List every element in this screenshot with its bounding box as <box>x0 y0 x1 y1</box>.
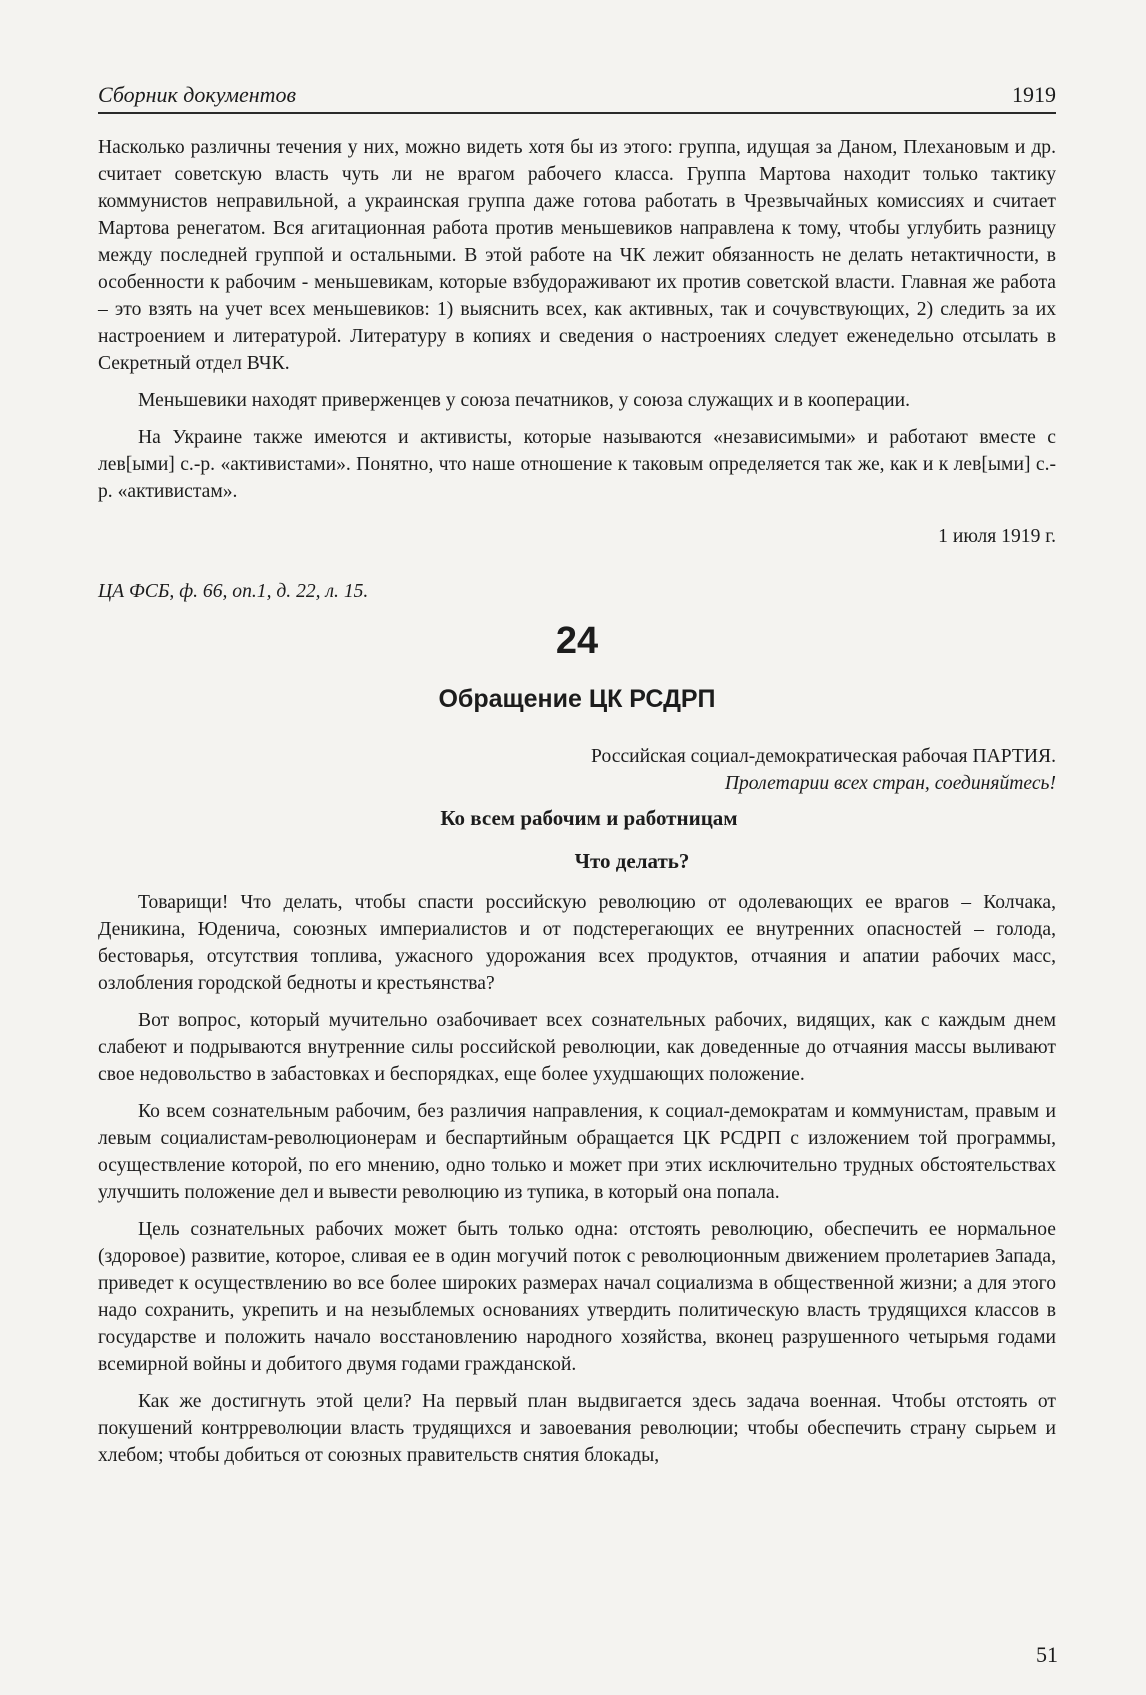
appeal-paragraph: Цель сознательных рабочих может быть только одна: отстоять революцию, обеспечить ее нормальное (здоровое) развитие, которое, сливая ее в один могучий поток с революционным движением пролетариев Запада, приведет к осуществлению во все более широких размерах начал социализма в общественной жизни; а для этого надо сохранить, укрепить и на незыблемых основаниях утвердить политическую власть трудящихся классов в государстве и положить начало восстановлению народного хозяйства, вконец разрушенного четырьмя годами всемирной войны и добитого двумя годами гражданской. <box>98 1219 1056 1375</box>
continuation-paragraph: Меньшевики находят приверженцев у союза печатников, у союза служащих и в кооперации. <box>138 390 910 411</box>
document-date: 1 июля 1919 г. <box>938 526 1056 547</box>
appeal-subheading: Что делать? <box>574 849 690 873</box>
appeal-paragraph: Как же достигнуть этой цели? На первый план выдвигается здесь задача военная. Чтобы отстоять от покушений контрреволюции власть трудящихся и завоевания революции; чтобы обеспечить страну сырьем и хлебом; чтобы добиться от союзных правительств снятия блокады, <box>98 1391 1056 1466</box>
collection-title: Сборник документов <box>98 82 297 107</box>
continuation-paragraph: Насколько различны течения у них, можно видеть хотя бы из этого: группа, идущая за Даном, Плехановым и др. считает советскую власть чуть ли не врагом рабочего класса. Группа Мартова находит только тактику коммунистов неправильной, а украинская группа даже готова работать в Чрезвычайных комиссиях и считает Мартова ренегатом. Вся агитационная работа против меньшевиков направлена к тому, чтобы углубить разницу между последней группой и остальными. В этой работе на ЧК лежит обязанность не делать нетактичности, в особенности к рабочим - меньшевикам, которые взбудораживают их против советской власти. Главная же работа – это взять на учет всех меньшевиков: 1) выяснить всех, как активных, так и сочувствующих, 2) следить за их настроением и литературой. Литературу в копиях и сведения о настроениях следует еженедельно отсылать в Секретный отдел ВЧК. <box>98 137 1056 374</box>
document-title: Обращение ЦК РСДРП <box>438 685 716 713</box>
appeal-paragraph: Ко всем сознательным рабочим, без различия направления, к социал-демократам и коммунистам, правым и левым социалистам-революционерам и беспартийным обращается ЦК РСДРП с изложением той программы, осуществление которой, по его мнению, одно только и может при этих исключительно трудных обстоятельствах улучшить положение дел и вывести революцию из тупика, в который она попала. <box>98 1101 1056 1203</box>
running-head <box>98 78 1056 114</box>
archive-source: ЦА ФСБ, ф. 66, оп.1, д. 22, л. 15. <box>98 581 369 602</box>
page-number: 51 <box>1036 1642 1058 1667</box>
appeal-paragraph: Вот вопрос, который мучительно озабочивает всех сознательных рабочих, видящих, как с каждым днем слабеют и подрываются внутренние силы российской революции, как доведенные до отчаяния массы выливают свое недовольство в забастовках и беспорядках, еще более ухудшающих положение. <box>98 1010 1056 1085</box>
appeal-paragraph: Товарищи! Что делать, чтобы спасти российскую революцию от одолевающих ее врагов – Колчака, Деникина, Юденича, союзных империалистов и от подстерегающих ее внутренних опасностей – голода, бестоварья, отсутствия топлива, ужасного удорожания всех продуктов, отчаяния и апатии рабочих масс, озлобления городской бедноты и крестьянства? <box>98 892 1056 994</box>
party-name: Российская социал-демократическая рабочая ПАРТИЯ. <box>591 746 1056 767</box>
party-slogan: Пролетарии всех стран, соединяйтесь! <box>724 773 1056 794</box>
document-number: 24 <box>555 620 599 662</box>
running-head-year: 1919 <box>1012 82 1056 107</box>
appeal-heading: Ко всем рабочим и работницам <box>440 806 738 830</box>
body-text <box>98 134 1056 1469</box>
continuation-paragraph: На Украине также имеются и активисты, которые называются «независимыми» и работают вместе с лев[ыми] с.-р. «активистами». Понятно, что наше отношение к таковым определяется так же, как и к лев[ыми] с.-р. «активистам». <box>98 427 1056 502</box>
